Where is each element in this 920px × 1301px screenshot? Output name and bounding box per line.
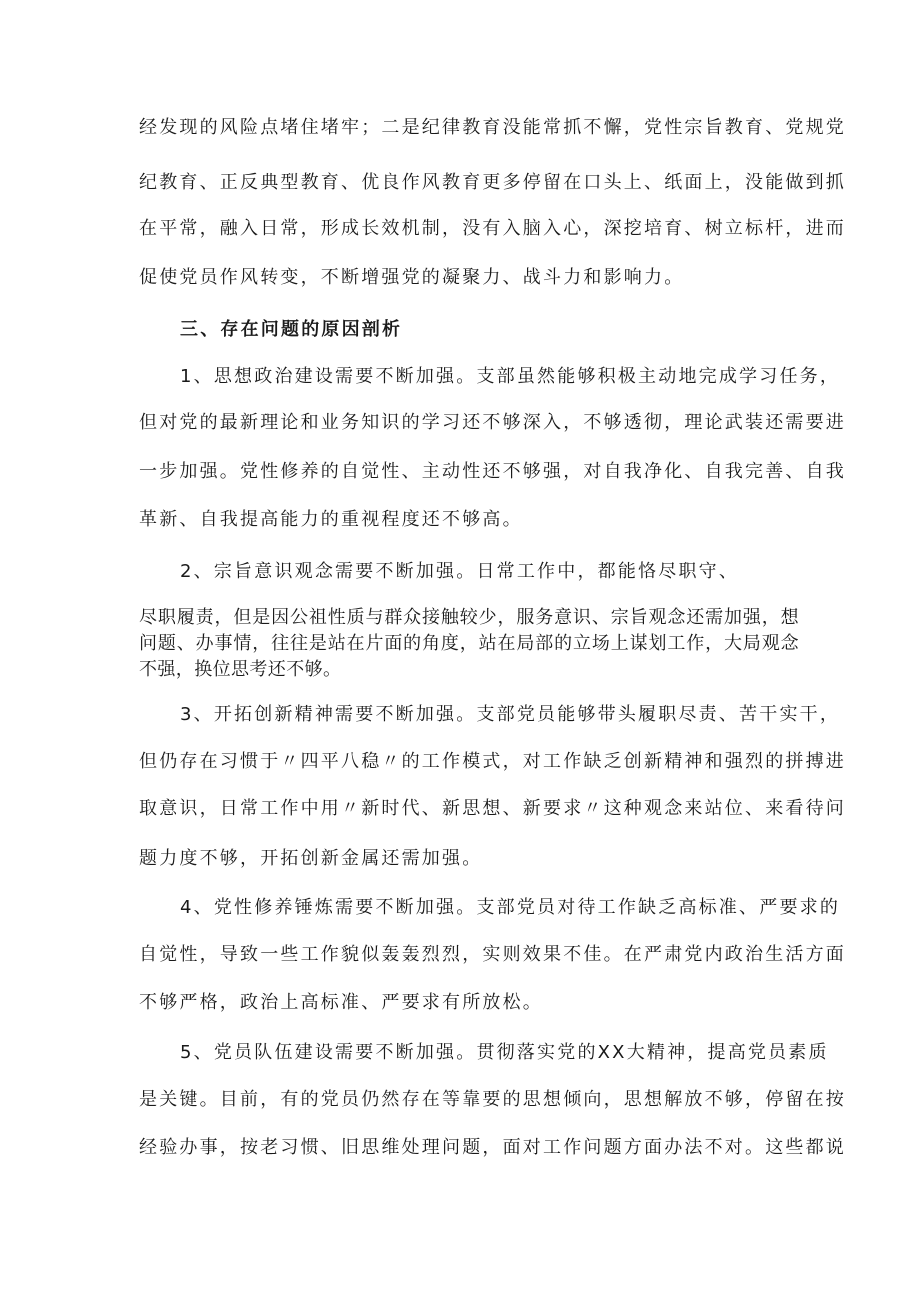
section-heading: 三、存在问题的原因剖析 [180, 319, 403, 340]
paragraph-line: 经发现的风险点堵住堵牢；二是纪律教育没能常抓不懈，党性宗旨教育、党规党 [139, 117, 846, 138]
paragraph-line: 不够严格，政治上高标准、严要求有所放松。 [139, 992, 543, 1013]
paragraph-line: 5、党员队伍建设需要不断加强。贯彻落实党的XX大精神，提高党员素质 [180, 1042, 829, 1063]
paragraph-line: 自觉性，导致一些工作貌似轰轰烈烈，实则效果不佳。在严肃党内政治生活方面 [139, 944, 846, 965]
paragraph-line: 2、宗旨意识观念需要不断加强。日常工作中，都能恪尽职守、 [180, 561, 740, 582]
paragraph-line: 不强，换位思考还不够。 [139, 659, 342, 680]
paragraph-line: 1、思想政治建设需要不断加强。支部虽然能够积极主动地完成学习任务， [180, 366, 841, 387]
paragraph-line: 但对党的最新理论和业务知识的学习还不够深入，不够透彻，理论武装还需要进 [139, 412, 846, 433]
paragraph-line: 题力度不够，开拓创新金属还需加强。 [139, 848, 483, 869]
paragraph-line: 4、党性修养锤炼需要不断加强。支部党员对待工作缺乏高标准、严要求的 [180, 897, 841, 918]
paragraph-line: 3、开拓创新精神需要不断加强。支部党员能够带头履职尽责、苦干实干， [180, 704, 841, 725]
paragraph-line: 但仍存在习惯于〃四平八稳〃的工作模式，对工作缺乏创新精神和强烈的拼搏进 [139, 751, 846, 772]
paragraph-line: 促使党员作风转变，不断增强党的凝聚力、战斗力和影响力。 [139, 267, 685, 288]
paragraph-line: 是关键。目前，有的党员仍然存在等靠要的思想倾向，思想解放不够，停留在按 [139, 1089, 846, 1110]
paragraph-line: 经验办事，按老习惯、旧思维处理问题，面对工作问题方面办法不对。这些都说 [139, 1137, 846, 1158]
paragraph-line: 尽职履责，但是因公祖性质与群众接触较少，服务意识、宗旨观念还需加强，想 [139, 607, 799, 628]
paragraph-line: 纪教育、正反典型教育、优良作风教育更多停留在口头上、纸面上，没能做到抓 [139, 172, 846, 193]
paragraph-line: 在平常，融入日常，形成长效机制，没有入脑入心，深挖培育、树立标杆，进而 [139, 218, 846, 239]
paragraph-line: 问题、办事情，往往是站在片面的角度，站在局部的立场上谋划工作，大局观念 [139, 633, 799, 654]
paragraph-line: 一步加强。党性修养的自觉性、主动性还不够强，对自我净化、自我完善、自我 [139, 461, 846, 482]
paragraph-line: 取意识，日常工作中用〃新时代、新思想、新要求〃这种观念来站位、来看待问 [139, 798, 846, 819]
paragraph-line: 革新、自我提高能力的重视程度还不够高。 [139, 509, 523, 530]
